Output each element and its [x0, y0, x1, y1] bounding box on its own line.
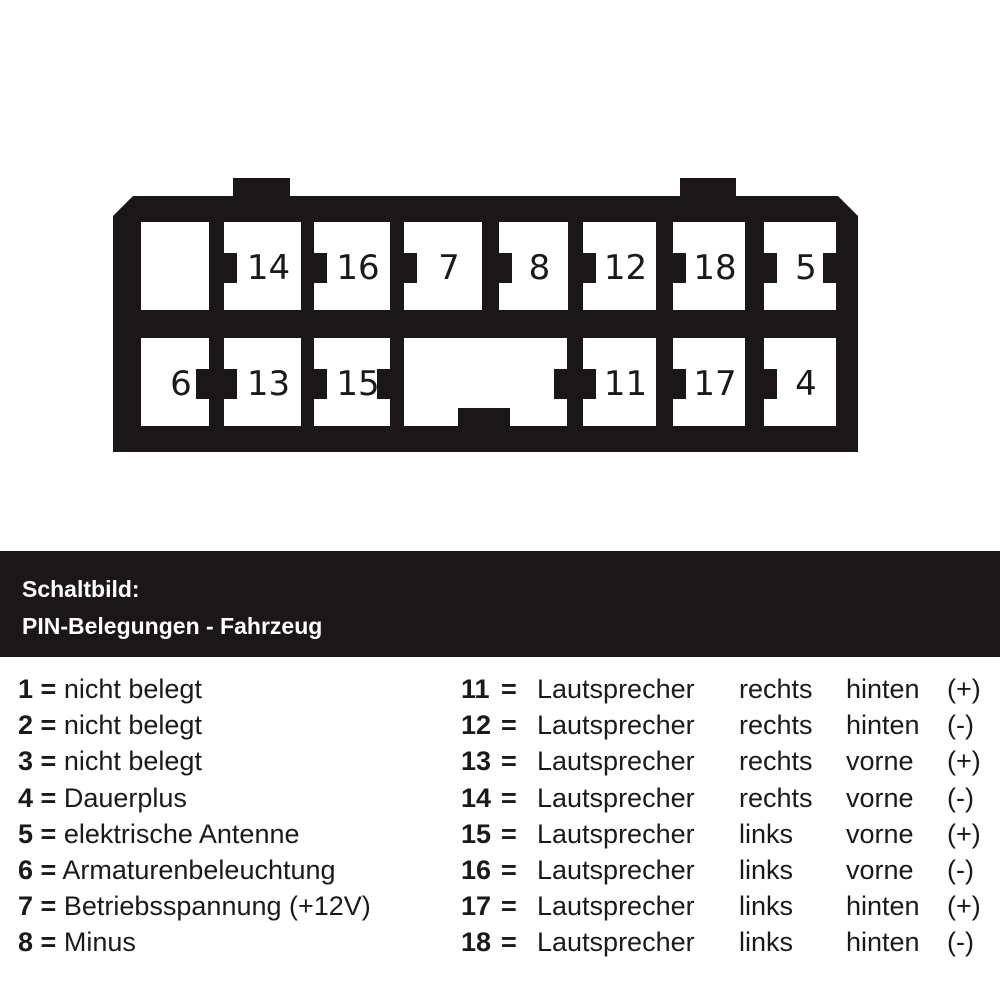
pin-description: Dauerplus: [63, 782, 187, 813]
pin-number: 17: [461, 891, 492, 922]
pin-side: links: [739, 927, 794, 958]
pin-slot-bottom-3: [314, 338, 390, 426]
pin-legend-row: [18, 746, 202, 777]
banner-subtitle: PIN-Belegungen - Fahrzeug: [22, 613, 323, 639]
key-notch: [458, 408, 510, 428]
cavity-latch-left: [673, 369, 686, 399]
pin-slot-top-5: [499, 222, 568, 310]
pin-component: Lautsprecher: [537, 855, 695, 885]
pin-polarity: (+): [947, 818, 981, 849]
pin-polarity: (-): [947, 782, 974, 813]
pin-component: Lautsprecher: [537, 891, 695, 922]
pin-number: 8: [18, 927, 34, 958]
pin-legend-row: [18, 710, 202, 741]
pin-side: rechts: [739, 674, 813, 704]
pin-number-label: 7: [438, 248, 460, 288]
legend-banner: [0, 551, 1000, 657]
pin-component: Lautsprecher: [537, 746, 695, 777]
pin-number-label: 6: [170, 364, 192, 404]
equals-sign: =: [501, 710, 517, 741]
pin-polarity: (+): [947, 746, 981, 777]
cavity-latch-left: [404, 253, 417, 283]
equals-sign: =: [501, 782, 517, 813]
pin-slot-top-4: [404, 222, 482, 310]
pin-cavity: [141, 222, 209, 310]
pin-number: 3: [18, 746, 34, 777]
pin-side: links: [739, 818, 794, 849]
pin-number-label: 12: [603, 248, 648, 288]
pin-slot-bottom-5: [583, 338, 656, 426]
pin-position: vorne: [846, 855, 914, 885]
pin-number: 1: [18, 674, 34, 704]
equals-sign: =: [501, 746, 517, 777]
pin-number-label: 8: [528, 248, 551, 288]
pin-slot-bottom-1: [141, 338, 209, 426]
equals-sign: =: [501, 927, 517, 958]
pin-legend-row: [18, 927, 136, 958]
cavity-latch-left: [764, 369, 777, 399]
pin-number-label: 11: [603, 364, 648, 404]
equals-sign: =: [501, 818, 517, 849]
pin-slot-top-3: [314, 222, 390, 310]
cavity-latch-left: [673, 253, 686, 283]
pin-number: 2: [18, 710, 34, 741]
pin-side: rechts: [739, 710, 813, 741]
cavity-latch-left: [764, 253, 777, 283]
cavity-latch-left: [224, 253, 237, 283]
pin-component: Lautsprecher: [537, 927, 695, 958]
pin-slot-top-2: [224, 222, 301, 310]
cavity-latch-right: [823, 253, 836, 283]
pin-number-label: 17: [693, 364, 737, 404]
equals-sign: =: [40, 746, 57, 777]
equals-sign: =: [501, 891, 517, 922]
pin-description: Betriebsspannung (+12V): [63, 891, 371, 922]
pin-number: 14: [461, 782, 492, 813]
pin-slot-top-8: [764, 222, 836, 310]
equals-sign: =: [40, 927, 57, 958]
pin-description: nicht belegt: [63, 674, 202, 704]
cavity-latch-right: [196, 369, 209, 399]
pin-legend-row: [18, 674, 202, 705]
pin-component: Lautsprecher: [537, 782, 695, 813]
pin-position: hinten: [846, 674, 920, 704]
pin-number-label: 14: [246, 248, 291, 288]
pin-component: Lautsprecher: [537, 818, 695, 849]
pin-slot-top-1: [141, 222, 209, 310]
pin-number: 5: [18, 818, 34, 849]
pin-component: Lautsprecher: [537, 710, 695, 741]
pin-position: hinten: [846, 927, 920, 958]
pin-legend-row: [18, 783, 187, 814]
pin-description: elektrische Antenne: [63, 818, 300, 849]
cavity-latch-right: [554, 369, 567, 399]
latch-tab-left: [233, 178, 290, 200]
pin-position: hinten: [846, 891, 920, 922]
pin-legend-row: [18, 891, 371, 922]
pin-description: Minus: [63, 927, 136, 958]
equals-sign: =: [40, 818, 57, 849]
pin-position: vorne: [846, 782, 914, 813]
pin-polarity: (-): [947, 855, 974, 885]
cavity-latch-left: [314, 253, 327, 283]
pin-position: vorne: [846, 746, 914, 777]
pin-side: links: [739, 891, 794, 922]
pin-number: 7: [18, 891, 34, 922]
pin-slot-top-6: [583, 222, 656, 310]
pin-polarity: (+): [947, 891, 981, 922]
pin-description: nicht belegt: [63, 746, 202, 777]
pin-number: 15: [461, 818, 492, 849]
pin-description: nicht belegt: [63, 710, 202, 741]
pin-number: 13: [461, 746, 492, 777]
pin-number-label: 16: [336, 248, 380, 288]
pin-number: 18: [461, 927, 492, 958]
equals-sign: =: [40, 855, 57, 885]
equals-sign: =: [40, 782, 57, 813]
pin-description: Armaturenbeleuchtung: [62, 855, 336, 885]
pin-slot-bottom-6: [673, 338, 745, 426]
pin-number: 6: [18, 855, 34, 885]
pin-position: vorne: [846, 818, 914, 849]
pin-slot-bottom-7: [764, 338, 836, 426]
cavity-latch-left: [314, 369, 327, 399]
equals-sign: =: [501, 674, 517, 704]
pin-slot-top-7: [673, 222, 745, 310]
pin-number: 16: [461, 855, 492, 885]
pin-polarity: (+): [947, 674, 981, 704]
pin-component: Lautsprecher: [537, 674, 695, 704]
pin-slot-bottom-2: [224, 338, 301, 426]
pin-position: hinten: [846, 710, 920, 741]
pin-number-label: 5: [795, 248, 817, 288]
latch-tab-right: [680, 178, 736, 200]
equals-sign: =: [40, 710, 57, 741]
pin-number: 4: [18, 782, 34, 813]
pin-polarity: (-): [947, 710, 974, 741]
pin-side: rechts: [739, 746, 813, 777]
pin-legend-row: [18, 855, 336, 886]
cavity-latch-left: [583, 369, 596, 399]
pin-number: 11: [461, 674, 490, 704]
pin-legend-row: [18, 819, 300, 850]
pin-side: links: [739, 855, 794, 885]
equals-sign: =: [40, 891, 57, 922]
pin-number-label: 4: [795, 364, 817, 404]
banner-title: Schaltbild:: [22, 576, 140, 602]
pin-number-label: 18: [693, 248, 737, 288]
pin-number-label: 13: [246, 364, 291, 404]
cavity-latch-left: [583, 253, 596, 283]
equals-sign: =: [501, 855, 517, 885]
pin-number: 12: [461, 710, 492, 741]
pin-number-label: 15: [336, 364, 380, 404]
cavity-latch-left: [224, 369, 237, 399]
pin-polarity: (-): [947, 927, 974, 958]
equals-sign: =: [40, 674, 57, 704]
pin-side: rechts: [739, 782, 813, 813]
cavity-latch-left: [499, 253, 512, 283]
